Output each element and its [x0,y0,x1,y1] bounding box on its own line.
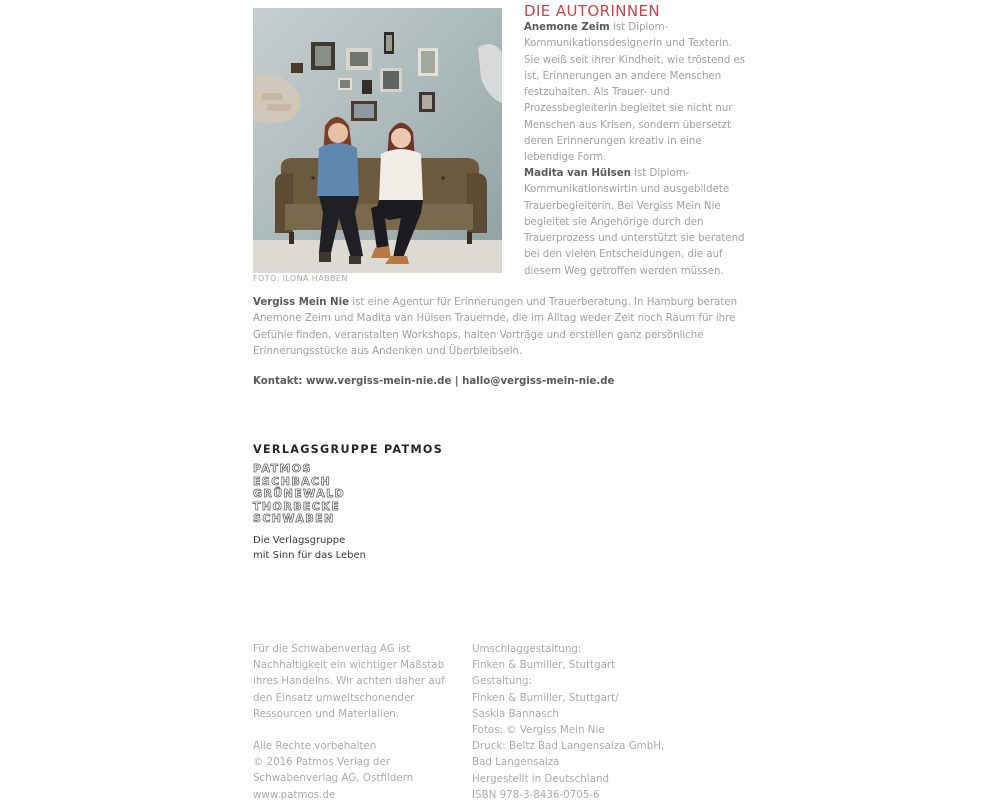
bio-name: Madita van Hülsen [524,168,631,179]
tagline-line-2: mit Sinn für das Leben [253,550,366,561]
credit-line: Hergestellt in Deutschland [472,772,610,785]
credit-line: Umschlaggestaltung: [472,643,582,655]
bio-name: Anemone Zeim [524,22,610,33]
credit-line: Finken & Bumiller, Stuttgart [472,659,616,672]
imprint-patmos: PATMOS [253,462,312,475]
rights-line-1: Alle Rechte vorbehalten [253,740,377,752]
authors-heading: DIE AUTORINNEN [524,2,661,20]
publisher-group-title: VERLAGSGRUPPE PATMOS [253,443,444,456]
tagline-line-1: Die Verlagsgruppe [253,535,346,546]
credit-line: Fotos: © Vergiss Mein Nie [472,724,605,737]
rights-note [253,738,458,803]
sustainability-note: Für die Schwabenverlag AG ist Nachhaltigkeit ein wichtiger Maßstab ihres Handelns. Wir achten daher auf den Einsatz umweltschonender Ressourcen und Materialien. [253,643,445,720]
bio-anemone-zeim [524,20,750,167]
authors-photo [253,8,502,273]
authors-photo-illustration [253,8,502,273]
publisher-tagline [253,533,366,563]
imprint-schwaben: SCHWABEN [253,512,335,526]
rights-line-2: © 2016 Patmos Verlag der Schwabenverlag AG, Ostfildern [253,756,414,785]
agency-name: Vergiss Mein Nie [253,297,349,308]
credit-line: Druck: Beltz Bad Langensalza GmbH, [472,740,665,753]
credit-line: Saskia Bannasch [472,707,559,720]
bio-text: ist Diplom-Kommunikationsdesignerin und Texterin. Sie weiß seit ihrer Kindheit, wie tröstend es ist, Erinnerungen an andere Menschen festzuhalten. Als Trauer- und Prozessbegleiterin begleitet sie nicht nur Menschen aus Krisen, sondern übersetzt deren Erinnerungen kreativ in eine lebendige Form. [524,22,746,164]
imprint-eschbach: ESCHBACH [253,474,332,488]
bio-text: ist Diplom-Kommunikationswirtin und ausgebildete Trauerbegleiterin. Bei Vergiss Mein Nie begleitet sie Angehörige durch den Trauerprozess und unterstützt sie beratend bei den vielen Entscheidungen, die auf diesem Weg getroffen werden müssen. [524,168,745,277]
agency-description [253,295,753,360]
contact-line: Kontakt: www.vergiss-mein-nie.de | hallo@vergiss-mein-nie.de [253,376,615,387]
credit-line: Finken & Bumiller, Stuttgart/ [472,691,619,704]
credit-line: Gestaltung: [472,675,532,688]
publisher-website: www.patmos.de [253,788,336,801]
production-credits [472,641,702,803]
imprint-thorbecke: THORBECKE [253,499,341,513]
publisher-imprint-list [253,463,345,526]
bio-madita-van-huelsen [524,166,750,280]
isbn: ISBN 978-3-8436-0705-6 [472,788,600,801]
photo-credit: FOTO: ILONA HABBEN [253,274,348,283]
imprint-gruenewald: GRÜNEWALD [253,487,346,501]
credit-line: Bad Langensalza [472,756,560,769]
agency-text: ist eine Agentur für Erinnerungen und Trauerberatung. In Hamburg beraten Anemone Zeim und Madita van Hülsen Trauernde, die im Alltag weder Zeit noch Raum für ihre Gefühle finden, veranstalten Workshops, halten Vorträge und erstellen ganz persönliche Erinnerungsstücke aus Andenken und Überbleibseln. [253,297,738,357]
